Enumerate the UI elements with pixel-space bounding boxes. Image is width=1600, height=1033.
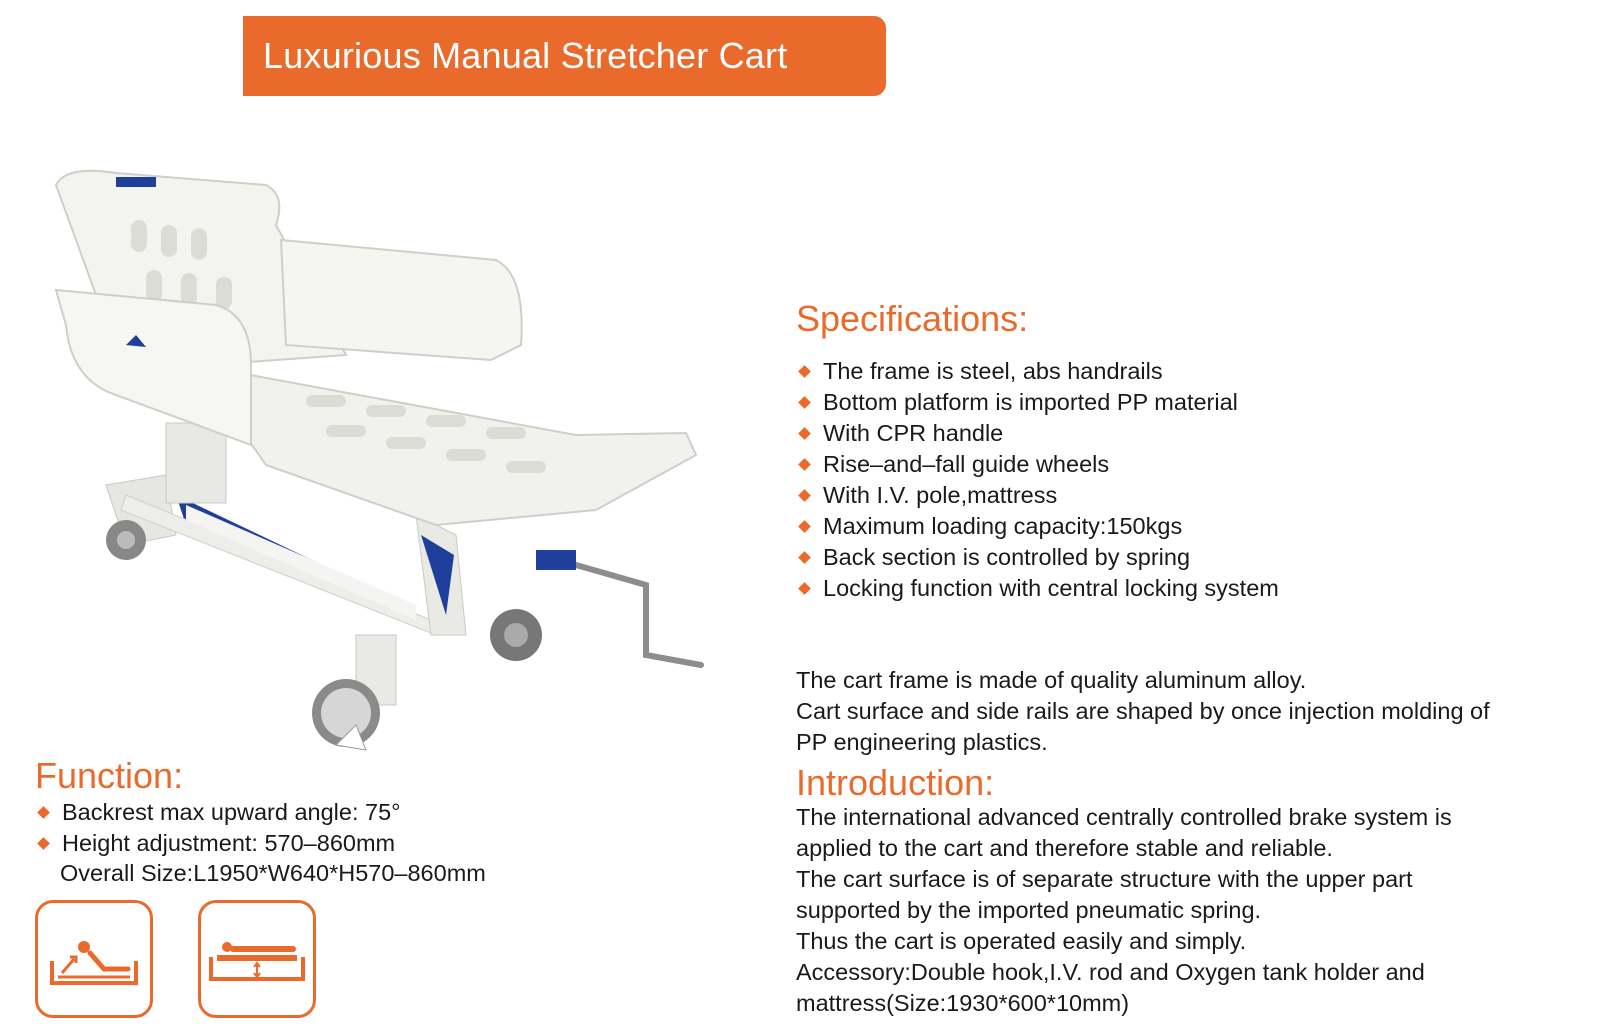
overall-size: Overall Size:L1950*W640*H570–860mm xyxy=(60,860,486,886)
list-item: Backrest max upward angle: 75° xyxy=(35,797,401,828)
specifications-heading: Specifications: xyxy=(796,298,1029,339)
introduction-paragraph xyxy=(796,802,1452,1019)
list-item: Locking function with central locking system xyxy=(796,573,1279,604)
list-item: The frame is steel, abs handrails xyxy=(796,356,1279,387)
introduction-line: supported by the imported pneumatic spring. xyxy=(796,897,1262,923)
description-paragraph xyxy=(796,665,1490,758)
introduction-line: The cart surface is of separate structure with the upper part xyxy=(796,866,1413,892)
list-item: Back section is controlled by spring xyxy=(796,542,1279,573)
introduction-heading: Introduction: xyxy=(796,762,995,803)
list-item: Height adjustment: 570–860mm xyxy=(35,828,401,859)
function-list xyxy=(35,797,401,859)
backrest-adjust-icon xyxy=(35,900,153,1018)
bullet-diamond-icon xyxy=(798,520,811,533)
list-item: With I.V. pole,mattress xyxy=(796,480,1279,511)
list-item: Rise–and–fall guide wheels xyxy=(796,449,1279,480)
introduction-line: The international advanced centrally controlled brake system is xyxy=(796,804,1452,830)
height-adjust-icon xyxy=(198,900,316,1018)
list-item: Bottom platform is imported PP material xyxy=(796,387,1279,418)
bullet-diamond-icon xyxy=(798,551,811,564)
bullet-diamond-icon xyxy=(798,396,811,409)
bullet-diamond-icon xyxy=(37,837,50,850)
list-item: Maximum loading capacity:150kgs xyxy=(796,511,1279,542)
description-line: The cart frame is made of quality aluminum alloy. xyxy=(796,667,1307,693)
page-title: Luxurious Manual Stretcher Cart xyxy=(243,16,886,96)
introduction-line: mattress(Size:1930*600*10mm) xyxy=(796,990,1130,1016)
description-line: PP engineering plastics. xyxy=(796,729,1048,755)
introduction-line: Thus the cart is operated easily and simply. xyxy=(796,928,1247,954)
introduction-line: applied to the cart and therefore stable and reliable. xyxy=(796,835,1333,861)
bullet-diamond-icon xyxy=(798,365,811,378)
bullet-diamond-icon xyxy=(798,489,811,502)
stretcher-cart-image xyxy=(36,165,736,795)
bullet-diamond-icon xyxy=(37,806,50,819)
list-item: With CPR handle xyxy=(796,418,1279,449)
function-heading: Function: xyxy=(35,755,184,796)
bullet-diamond-icon xyxy=(798,427,811,440)
description-line: Cart surface and side rails are shaped by once injection molding of xyxy=(796,698,1490,724)
bullet-diamond-icon xyxy=(798,458,811,471)
specifications-list xyxy=(796,356,1279,604)
introduction-line: Accessory:Double hook,I.V. rod and Oxygen tank holder and xyxy=(796,959,1425,985)
bullet-diamond-icon xyxy=(798,582,811,595)
